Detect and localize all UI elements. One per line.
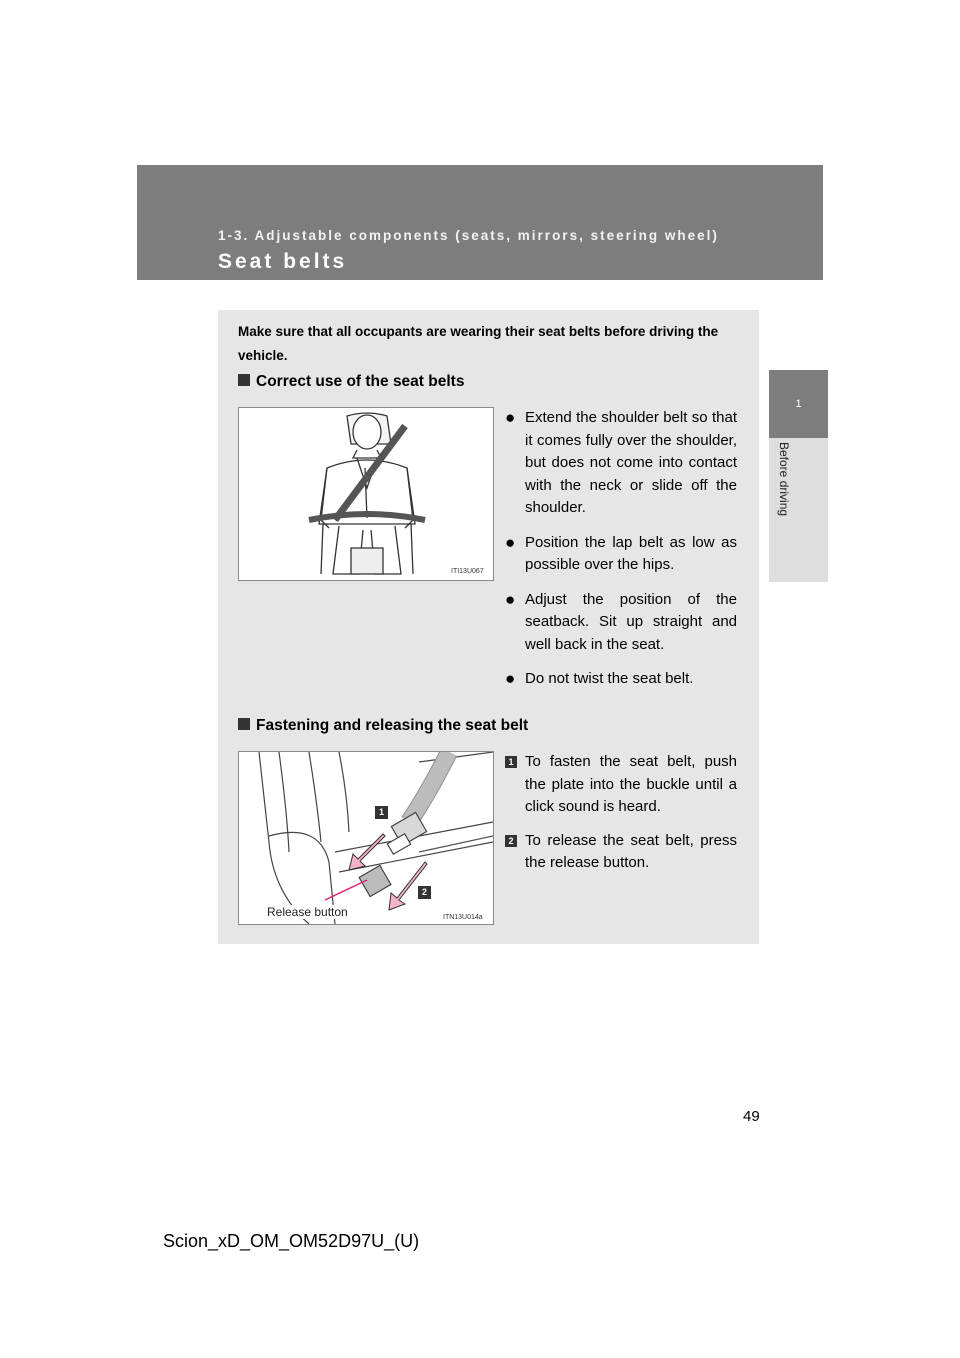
- list-item: [505, 407, 737, 520]
- callout-step-2: 2: [418, 886, 431, 899]
- step-number-badge: 2: [505, 835, 517, 847]
- heading-fastening: [238, 717, 528, 735]
- list-item-text: Extend the shoulder belt so that it comes fully over the shoulder, but does not come into contact with the neck or slide off the shoulder.: [525, 409, 737, 516]
- occupant-illustration: [239, 408, 493, 580]
- bullet-icon: ●: [505, 532, 516, 552]
- fastening-steps: [505, 751, 737, 886]
- bullet-icon: ●: [505, 589, 516, 609]
- chapter-number: 1: [795, 398, 802, 410]
- section-label: 1-3. Adjustable components (seats, mirrors, steering wheel): [218, 228, 719, 243]
- bullet-icon: ●: [505, 408, 516, 427]
- callout-step-1: 1: [375, 806, 388, 819]
- correct-use-list: [505, 407, 737, 703]
- list-item-text: Position the lap belt as low as possible over the hips.: [525, 533, 737, 573]
- step-number-badge: 1: [505, 756, 517, 768]
- figure-id: ITN13U014a: [443, 914, 483, 921]
- heading-correct-use: [238, 373, 464, 391]
- buckle-illustration: [239, 752, 493, 924]
- step-item: [505, 830, 737, 875]
- bullet-icon: ●: [505, 669, 516, 688]
- figure-buckle: [238, 751, 494, 925]
- heading-square-icon: [238, 374, 250, 386]
- figure-occupant-seat-belt: [238, 407, 494, 581]
- chapter-tab-number[interactable]: [769, 370, 828, 438]
- step-item: [505, 751, 737, 819]
- heading-square-icon: [238, 718, 250, 730]
- list-item: [505, 532, 737, 577]
- document-code: Scion_xD_OM_OM52D97U_(U): [163, 1231, 420, 1251]
- intro-text: Make sure that all occupants are wearing their seat belts before driving the vehicle.: [238, 324, 719, 363]
- chapter-title: Before driving: [777, 442, 791, 517]
- page-number: 49: [743, 1108, 760, 1125]
- list-item-text: Do not twist the seat belt.: [525, 670, 694, 687]
- list-item: [505, 668, 737, 691]
- figure-id: ITI13U067: [451, 568, 484, 575]
- list-item-text: Adjust the position of the seatback. Sit up straight and well back in the seat.: [525, 590, 737, 653]
- page-title: Seat belts: [218, 250, 348, 273]
- step-text: To release the seat belt, press the release button.: [525, 831, 737, 871]
- heading-fastening-text: Fastening and releasing the seat belt: [256, 717, 529, 734]
- list-item: [505, 589, 737, 657]
- release-button-label: Release button: [267, 905, 348, 919]
- heading-correct-use-text: Correct use of the seat belts: [256, 373, 465, 390]
- step-text: To fasten the seat belt, push the plate into the buckle until a click sound is heard.: [525, 753, 737, 815]
